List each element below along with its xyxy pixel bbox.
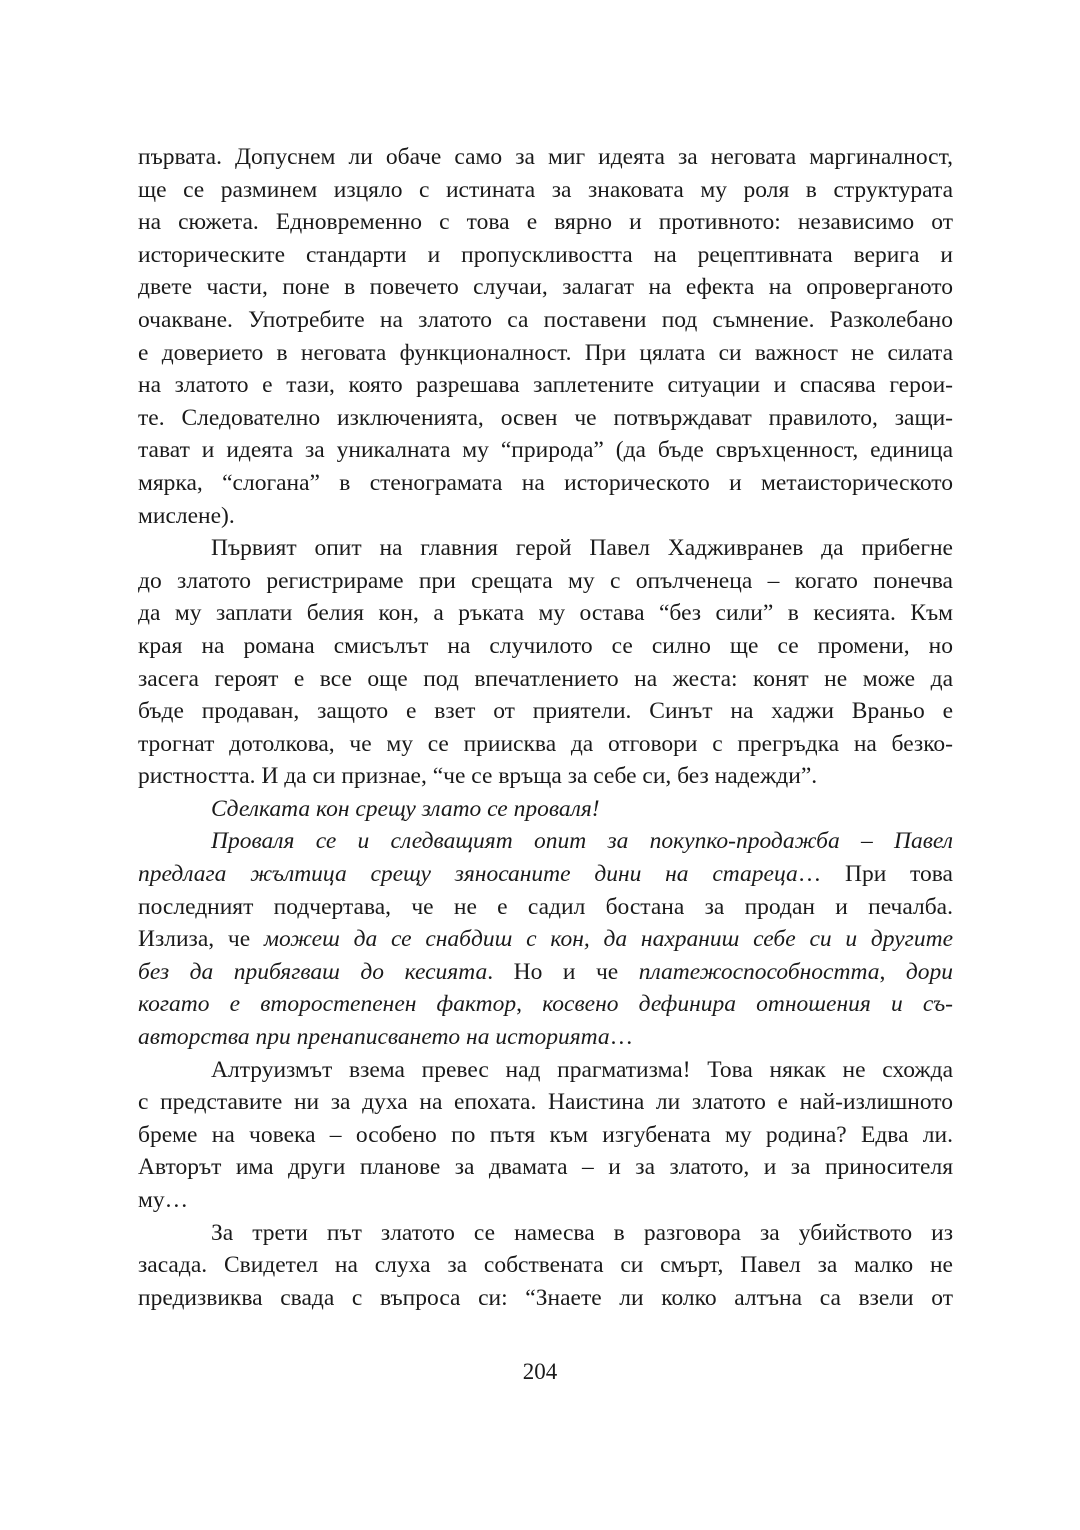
text-run-italic: дори <box>905 958 954 985</box>
text-line <box>138 1054 953 1087</box>
text-line <box>138 793 953 826</box>
text-line <box>138 760 953 793</box>
text-run: мярка, “слогана” в стенограмата на историческото и метаисторическото <box>138 469 953 496</box>
page-number: 204 <box>522 1359 558 1384</box>
text-run: засада. Свидетел на слуха за собствената си смърт, Павел за малко не <box>138 1252 953 1279</box>
text-run: бреме на човека – особено по пътя към изгубената му родина? Едва ли. <box>138 1121 953 1148</box>
text-line <box>138 304 953 337</box>
text-line <box>138 500 953 533</box>
text-run-italic: когато е второстепенен фактор <box>138 991 517 1018</box>
text-line <box>138 141 953 174</box>
text-line <box>138 1119 953 1152</box>
text-run: на златото е тази, която разрешава заплетените ситуации и спасява герои- <box>138 372 953 399</box>
text-line <box>138 597 953 630</box>
text-line <box>138 402 953 435</box>
text-line <box>138 891 953 924</box>
text-run: края на романа смисълът на случилото се силно ще се промени, но <box>138 632 953 659</box>
text-line <box>138 239 953 272</box>
text-run: Първият опит на главния герой Павел Хадживранев да прибегне <box>211 535 953 562</box>
text-run: бъде продаван, защото е взет от приятели. Синът на хаджи Враньо е <box>138 698 953 725</box>
text-line <box>138 630 953 663</box>
text-run: двете части, поне в повечето случаи, залагат на ефекта на опроверганото <box>138 274 953 301</box>
paragraph <box>138 1054 953 1217</box>
text-run-italic: авторства при пренаписването на историята <box>138 1024 610 1051</box>
text-run: , <box>516 991 543 1018</box>
paragraph <box>138 825 953 1053</box>
text-run: мислене). <box>138 502 235 529</box>
text-line <box>138 1086 953 1119</box>
text-run-italic: предлага жълтица срещу зяносаните дини на стареца <box>138 861 798 888</box>
paragraph <box>138 141 953 532</box>
text-run-italic: Проваля се и следващият опит за покупко-продажба – Павел <box>211 828 953 855</box>
paragraph <box>138 793 953 826</box>
text-run: очакване. Употребите на златото са поставени под съмнение. Разколебано <box>138 306 953 333</box>
text-line <box>138 434 953 467</box>
text-line <box>138 1249 953 1282</box>
text-line <box>138 825 953 858</box>
text-run: първата. Допуснем ли обаче само за миг идеята за неговата маргиналност, <box>138 144 953 170</box>
text-line <box>138 728 953 761</box>
text-line <box>138 174 953 207</box>
text-line <box>138 337 953 370</box>
text-run: Излиза, че <box>138 926 264 953</box>
text-line <box>138 467 953 500</box>
text-run-italic: Сделката кон срещу злато се проваля! <box>211 795 600 822</box>
text-line <box>138 532 953 565</box>
text-run: За трети път златото се намесва в разговора за убийството из <box>211 1219 953 1246</box>
text-run: Алтруизмът взема превес над прагматизма! Това някак не схожда <box>211 1056 953 1083</box>
page-body <box>138 141 953 1314</box>
text-run-italic: без да прибягваш до кесията <box>138 958 488 985</box>
text-run: засега героят е все още под впечатлението на жеста: конят не може да <box>138 665 953 692</box>
text-run: му… <box>138 1187 189 1213</box>
text-run: ристността. И да си признае, “че се връща за себе си, без надежди”. <box>138 763 818 790</box>
text-line <box>138 1184 953 1217</box>
text-run: . Но и че <box>487 958 639 985</box>
text-run: да му заплати белия кон, а ръката му остава “без сили” в кесията. Към <box>138 600 953 627</box>
text-run: те. Следователно изключенията, освен че потвърждават правилото, защи- <box>138 404 953 431</box>
text-line <box>138 988 953 1021</box>
text-run: … При това <box>797 861 953 888</box>
text-run: тават и идеята за уникалната му “природа” (да бъде свръхценност, единица <box>138 437 953 464</box>
text-run-italic: платежоспособността <box>638 958 880 985</box>
text-line <box>138 369 953 402</box>
text-line <box>138 271 953 304</box>
text-run: последният подчертава, че не е садил бостана за продан и печалба. <box>138 893 953 920</box>
text-line <box>138 206 953 239</box>
text-line <box>138 1217 953 1250</box>
text-line <box>138 858 953 891</box>
text-run: Авторът има други планове за двамата – и за златото, и за приносителя <box>138 1154 953 1181</box>
text-run: с представите ни за духа на епохата. Наистина ли златото е най-излишното <box>138 1089 953 1116</box>
text-run: , <box>879 958 906 985</box>
text-run-italic: можеш да се снабдиш с кон, да нахраниш себе си и другите <box>263 926 953 953</box>
text-run: е доверието в неговата функционалност. При цялата си важност не силата <box>138 339 953 366</box>
text-line <box>138 1151 953 1184</box>
text-run: историческите стандарти и пропускливостта на рецептивната верига и <box>138 241 953 268</box>
text-line <box>138 1021 953 1054</box>
text-line <box>138 956 953 989</box>
text-run: на сюжета. Едновременно с това е вярно и противното: независимо от <box>138 209 953 236</box>
paragraph <box>138 532 953 793</box>
text-run: ще се разминем изцяло с истината за знаковата му роля в структурата <box>138 176 953 203</box>
text-run: предизвиква свада с въпроса си: “Знаете ли колко алтъна са взели от <box>138 1284 953 1311</box>
text-line <box>138 1282 953 1315</box>
text-line <box>138 565 953 598</box>
paragraph <box>138 1217 953 1315</box>
text-run: … <box>609 1024 634 1051</box>
text-run-italic: косвено дефинира отношения и съ- <box>542 991 954 1018</box>
text-line <box>138 695 953 728</box>
text-line <box>138 663 953 696</box>
text-run: до златото регистрираме при срещата му с опълченеца – когато понечва <box>138 567 953 594</box>
text-line <box>138 923 953 956</box>
text-run: трогнат дотолкова, че му се приисква да отговори с прегръдка на безко- <box>138 730 953 757</box>
